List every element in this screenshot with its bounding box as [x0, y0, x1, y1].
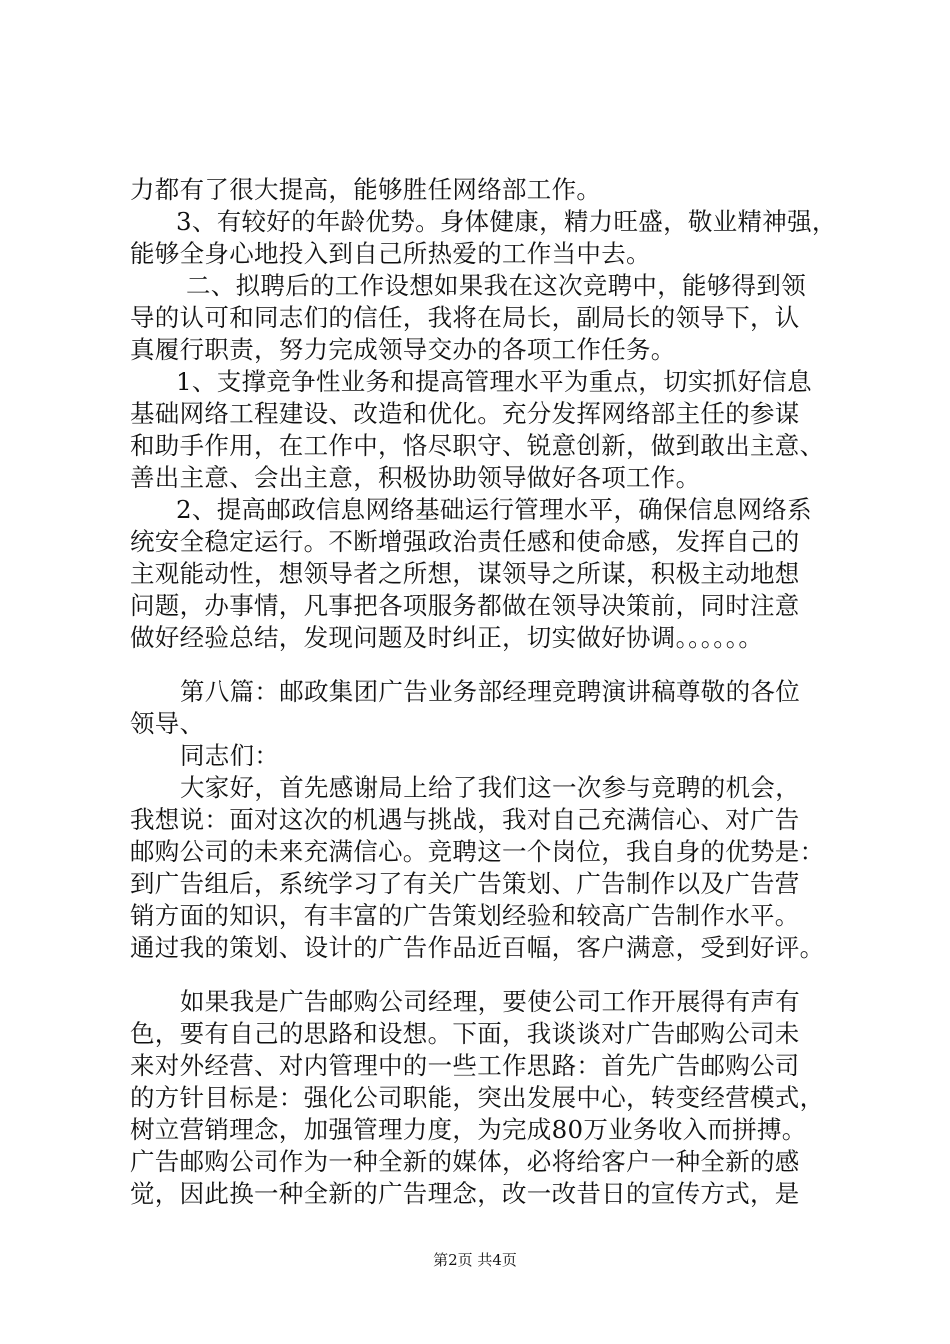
- section-heading: 第八篇：邮政集团广告业务部经理竞聘演讲稿尊敬的各位: [180, 677, 800, 706]
- text-line: 邮购公司的未来充满信心。竞聘这一个岗位，我自身的优势是：: [130, 837, 825, 866]
- text-line: 主观能动性，想领导者之所想，谋领导之所谋，积极主动地想: [130, 559, 800, 588]
- text-line: 1、支撑竞争性业务和提高管理水平为重点，切实抓好信息: [176, 367, 812, 396]
- text-line: 真履行职责，努力完成领导交办的各项工作任务。: [130, 335, 676, 364]
- text-line: 问题，办事情，凡事把各项服务都做在领导决策前，同时注意: [130, 591, 800, 620]
- text-line: 善出主意、会出主意，积极协助领导做好各项工作。: [130, 463, 701, 492]
- text-line: 大家好，首先感谢局上给了我们这一次参与竞聘的机会，: [180, 773, 800, 802]
- text-line: 如果我是广告邮购公司经理，要使公司工作开展得有声有: [180, 987, 800, 1016]
- text-line: 3、有较好的年龄优势。身体健康，精力旺盛，敬业精神强，: [176, 207, 837, 236]
- text-line: 到广告组后，系统学习了有关广告策划、广告制作以及广告营: [130, 869, 800, 898]
- text-line: 2、提高邮政信息网络基础运行管理水平，确保信息网络系: [176, 495, 812, 524]
- salutation: 同志们：: [180, 741, 280, 770]
- text-line: 能够全身心地投入到自己所热爱的工作当中去。: [130, 239, 651, 268]
- text-line: 基础网络工程建设、改造和优化。充分发挥网络部主任的参谋: [130, 399, 800, 428]
- text-line: 销方面的知识，有丰富的广告策划经验和较高广告制作水平。: [130, 901, 800, 930]
- text-line: 和助手作用，在工作中，恪尽职守、锐意创新，做到敢出主意、: [130, 431, 825, 460]
- text-line: 广告邮购公司作为一种全新的媒体，必将给客户一种全新的感: [130, 1147, 800, 1176]
- text-line: 导的认可和同志们的信任，我将在局长，副局长的领导下，认: [130, 303, 800, 332]
- text-line: 统安全稳定运行。不断增强政治责任感和使命感，发挥自己的: [130, 527, 800, 556]
- text-line: 的方针目标是：强化公司职能，突出发展中心，转变经营模式，: [130, 1083, 825, 1112]
- text-line: 通过我的策划、设计的广告作品近百幅，客户满意，受到好评。: [130, 933, 825, 962]
- section-heading-cont: 领导、: [130, 709, 205, 738]
- page-footer: 第2页 共4页: [433, 1251, 517, 1269]
- text-line: 力都有了很大提高，能够胜任网络部工作。: [130, 175, 602, 204]
- text-line: 来对外经营、对内管理中的一些工作思路：首先广告邮购公司: [130, 1051, 800, 1080]
- text-line: 色，要有自己的思路和设想。下面，我谈谈对广告邮购公司未: [130, 1019, 800, 1048]
- text-line: 我想说：面对这次的机遇与挑战，我对自己充满信心、对广告: [130, 805, 800, 834]
- text-line: 二、拟聘后的工作设想如果我在这次竞聘中，能够得到领: [186, 271, 806, 300]
- text-line: 做好经验总结，发现问题及时纠正，切实做好协调。。。。。。: [130, 623, 764, 652]
- text-line: 树立营销理念，加强管理力度，为完成80万业务收入而拼搏。: [130, 1115, 807, 1144]
- text-line: 觉，因此换一种全新的广告理念，改一改昔日的宣传方式，是: [130, 1179, 800, 1208]
